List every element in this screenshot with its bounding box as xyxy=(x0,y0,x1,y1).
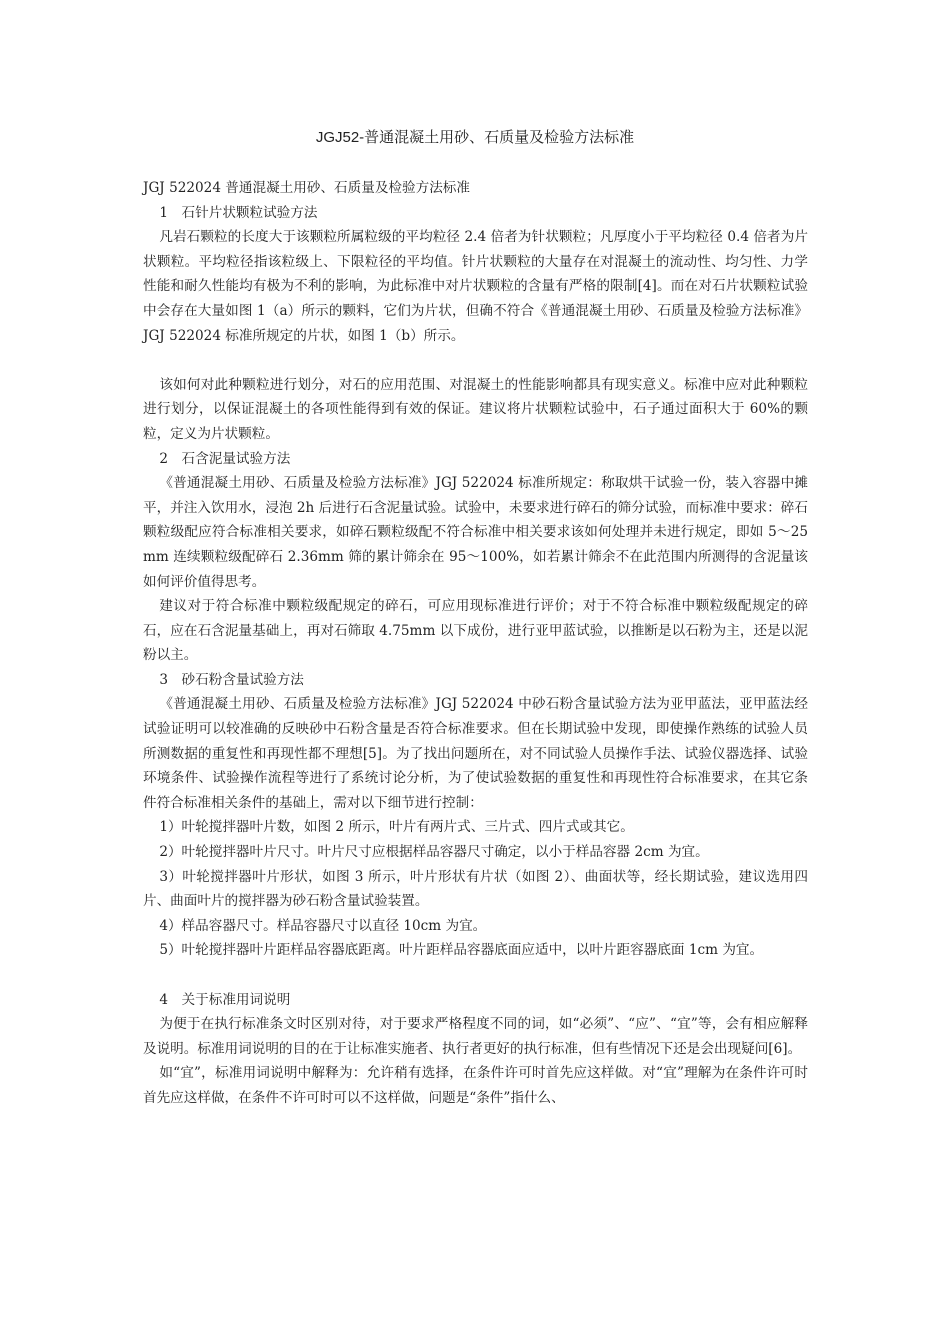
list-item: 1）叶轮搅拌器叶片数，如图 2 所示，叶片有两片式、三片式、四片式或其它。 xyxy=(159,819,634,836)
section-4-heading: 4 关于标准用词说明 xyxy=(159,991,291,1008)
list-item: 2）叶轮搅拌器叶片尺寸。叶片尺寸应根据样品容器尺寸确定，以小于样品容器 2cm 为宜。 xyxy=(159,844,709,861)
blank-line xyxy=(143,963,808,988)
paragraph: 《普通混凝土用砂、石质量及检验方法标准》JGJ 522024 标准所规定：称取烘干试验一份，装入容器中摊平，并注入饮用水，浸泡 2h 后进行石含泥量试验。试验中，未要求进行碎石的筛分试验，而标准中要求：碎石颗粒级配应符合标准相关要求，如碎石颗粒级配不符合标准中相关要求该如何处理并未进行规定，即如 5～25mm 连续颗粒级配碎石 2.36mm 筛的累计筛余在 95～100%，如若累计筛余不在此范围内所测得的含泥量该如何评价值得思考。 xyxy=(143,475,808,590)
list-item: 5）叶轮搅拌器叶片距样品容器底距离。叶片距样品容器底面应适中，以叶片距容器底面 1cm 为宜。 xyxy=(159,942,764,959)
paragraph: 建议对于符合标准中颗粒级配规定的碎石，可应用现标准进行评价；对于不符合标准中颗粒级配规定的碎石，应在石含泥量基础上，再对石筛取 4.75mm 以下成份，进行亚甲蓝试验，以推断是以石粉为主，还是以泥粉以主。 xyxy=(143,598,808,664)
paragraph: 如“宜”，标准用词说明中解释为：允许稍有选择，在条件许可时首先应这样做。对“宜”理解为在条件许可时首先应这样做，在条件不许可时可以不这样做，问题是“条件”指什么、 xyxy=(143,1065,808,1106)
section-3-heading: 3 砂石粉含量试验方法 xyxy=(159,671,304,688)
paragraph: 该如何对此种颗粒进行划分，对石的应用范围、对混凝土的性能影响都具有现实意义。标准中应对此种颗粒进行划分，以保证混凝土的各项性能得到有效的保证。建议将片状颗粒试验中，石子通过面积大于 60%的颗粒，定义为片状颗粒。 xyxy=(143,376,808,442)
standard-heading: JGJ 522024 普通混凝土用砂、石质量及检验方法标准 xyxy=(143,180,470,196)
document-title: JGJ52-普通混凝土用砂、石质量及检验方法标准 xyxy=(315,129,635,146)
document-body xyxy=(143,176,808,1111)
paragraph: 《普通混凝土用砂、石质量及检验方法标准》JGJ 522024 中砂石粉含量试验方法为亚甲蓝法，亚甲蓝法经试验证明可以较准确的反映砂中石粉含量是否符合标准要求。但在长期试验中发现，即使操作熟练的试验人员所测数据的重复性和再现性都不理想[5]。为了找出问题所在，对不同试验人员操作手法、试验仪器选择、试验环境条件、试验操作流程等进行了系统讨论分析，为了使试验数据的重复性和再现性符合标准要求，在其它条件符合标准相关条件的基础上，需对以下细节进行控制： xyxy=(143,696,808,811)
list-item: 3）叶轮搅拌器叶片形状，如图 3 所示，叶片形状有片状（如图 2）、曲面状等，经长期试验，建议选用四片、曲面叶片的搅拌器为砂石粉含量试验装置。 xyxy=(143,868,808,910)
paragraph: 为便于在执行标准条文时区别对待，对于要求严格程度不同的词，如“必须”、“应”、“宜”等，会有相应解释及说明。标准用词说明的目的在于让标准实施者、执行者更好的执行标准，但有些情况下还是会出现疑问[6]。 xyxy=(143,1016,808,1057)
paragraph: 凡岩石颗粒的长度大于该颗粒所属粒级的平均粒径 2.4 倍者为针状颗粒；凡厚度小于平均粒径 0.4 倍者为片状颗粒。平均粒径指该粒级上、下限粒径的平均值。针片状颗粒的大量存在对混凝土的流动性、均匀性、力学性能和耐久性能均有极为不利的影响，为此标准中对片状颗粒的含量有严格的限制[4]。而在对石片状颗粒试验中会存在大量如图 1（a）所示的颗料，它们为片状，但确不符合《普通混凝土用砂、石质量及检验方法标准》JGJ 522024 标准所规定的片状，如图 1（b）所示。 xyxy=(143,229,808,344)
section-1-heading: 1 石针片状颗粒试验方法 xyxy=(159,204,318,221)
list-item: 4）样品容器尺寸。样品容器尺寸以直径 10cm 为宜。 xyxy=(159,917,487,934)
blank-line xyxy=(143,348,808,373)
section-2-heading: 2 石含泥量试验方法 xyxy=(159,450,291,467)
